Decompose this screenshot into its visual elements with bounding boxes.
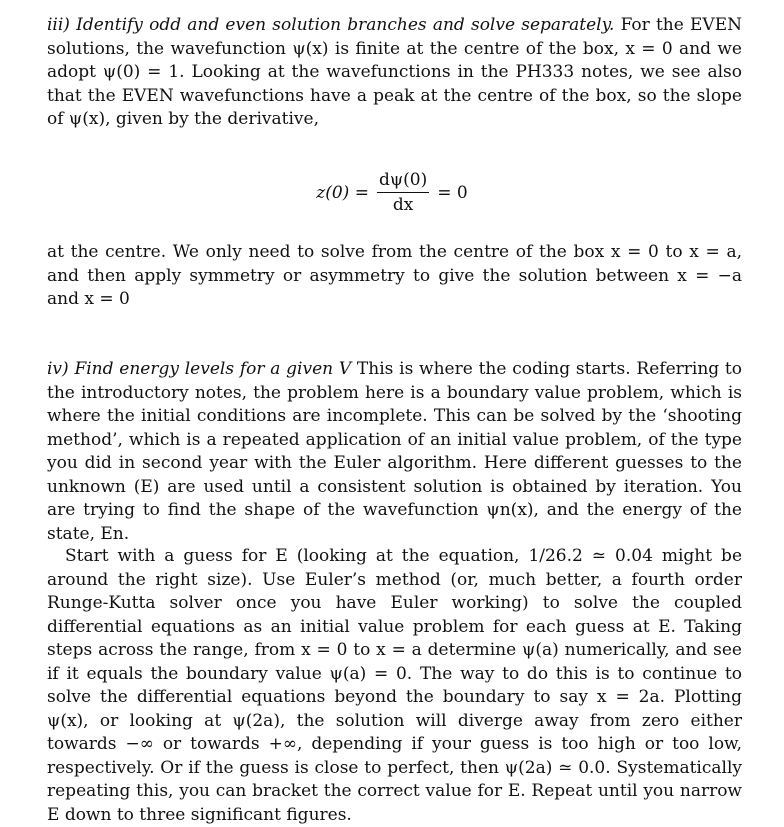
equation-numerator: dψ(0) xyxy=(377,170,429,193)
section-iv-paragraph xyxy=(47,358,742,546)
section-iii-heading: iii) Identify odd and even solution branches and solve separately. xyxy=(47,15,615,35)
equation-lhs: z(0) = xyxy=(316,182,369,203)
section-iii-text: For the EVEN solutions, the wavefunction ψ(x) is finite at the centre of the box, x = 0 and we adopt ψ(0) = 1. Looking at the wavefunctions in the PH333 notes, we see also that the EVEN wavefunctions have a peak at the centre of the box, so the slope of ψ(x), given by the derivative, xyxy=(47,15,742,129)
equation-fraction xyxy=(377,170,429,215)
section-iii-paragraph xyxy=(47,14,742,132)
section-iii-after-text: at the centre. We only need to solve from the centre of the box x = 0 to x = a, and then apply symmetry or asymmetry to give the solution between x = −a and x = 0 xyxy=(47,242,742,309)
section-iv-heading: iv) Find energy levels for a given V xyxy=(47,359,352,379)
equation-rhs: = 0 xyxy=(437,182,468,203)
section-iv-text: This is where the coding starts. Referring to the introductory notes, the problem here is a boundary value problem, which is where the initial conditions are incomplete. This can be solved by the ‘shooting method’, which is a repeated application of an initial value problem, of the type you did in second year with the Euler algorithm. Here different guesses to the unknown (E) are used until a consistent solution is obtained by iteration. You are trying to find the shape of the wavefunction ψn(x), and the energy of the state, En. xyxy=(47,359,742,544)
section-iv-continued-text: Start with a guess for E (looking at the equation, 1/26.2 ≃ 0.04 might be around the right size). Use Euler’s method (or, much better, a fourth order Runge-Kutta solver once you have Euler working) to solve the coupled differential equations as an initial value problem for each guess at E. Taking steps across the range, from x = 0 to x = a determine ψ(a) numerically, and see if it equals the boundary value ψ(a) = 0. The way to do this is to continue to solve the differential equations beyond the boundary to say x = 2a. Plotting ψ(x), or looking at ψ(2a), the solution will diverge away from zero either towards −∞ or towards +∞, depending if your guess is too high or too low, respectively. Or if the guess is close to perfect, then ψ(2a) ≃ 0.0. Systematically repeating this, you can bracket the correct value for E. Repeat until you narrow E down to three significant figures. xyxy=(47,546,742,825)
section-iv-continued-paragraph xyxy=(47,545,742,827)
derivative-equation xyxy=(0,170,784,215)
section-iii-after-paragraph xyxy=(47,241,742,312)
equation-denominator: dx xyxy=(392,195,414,215)
